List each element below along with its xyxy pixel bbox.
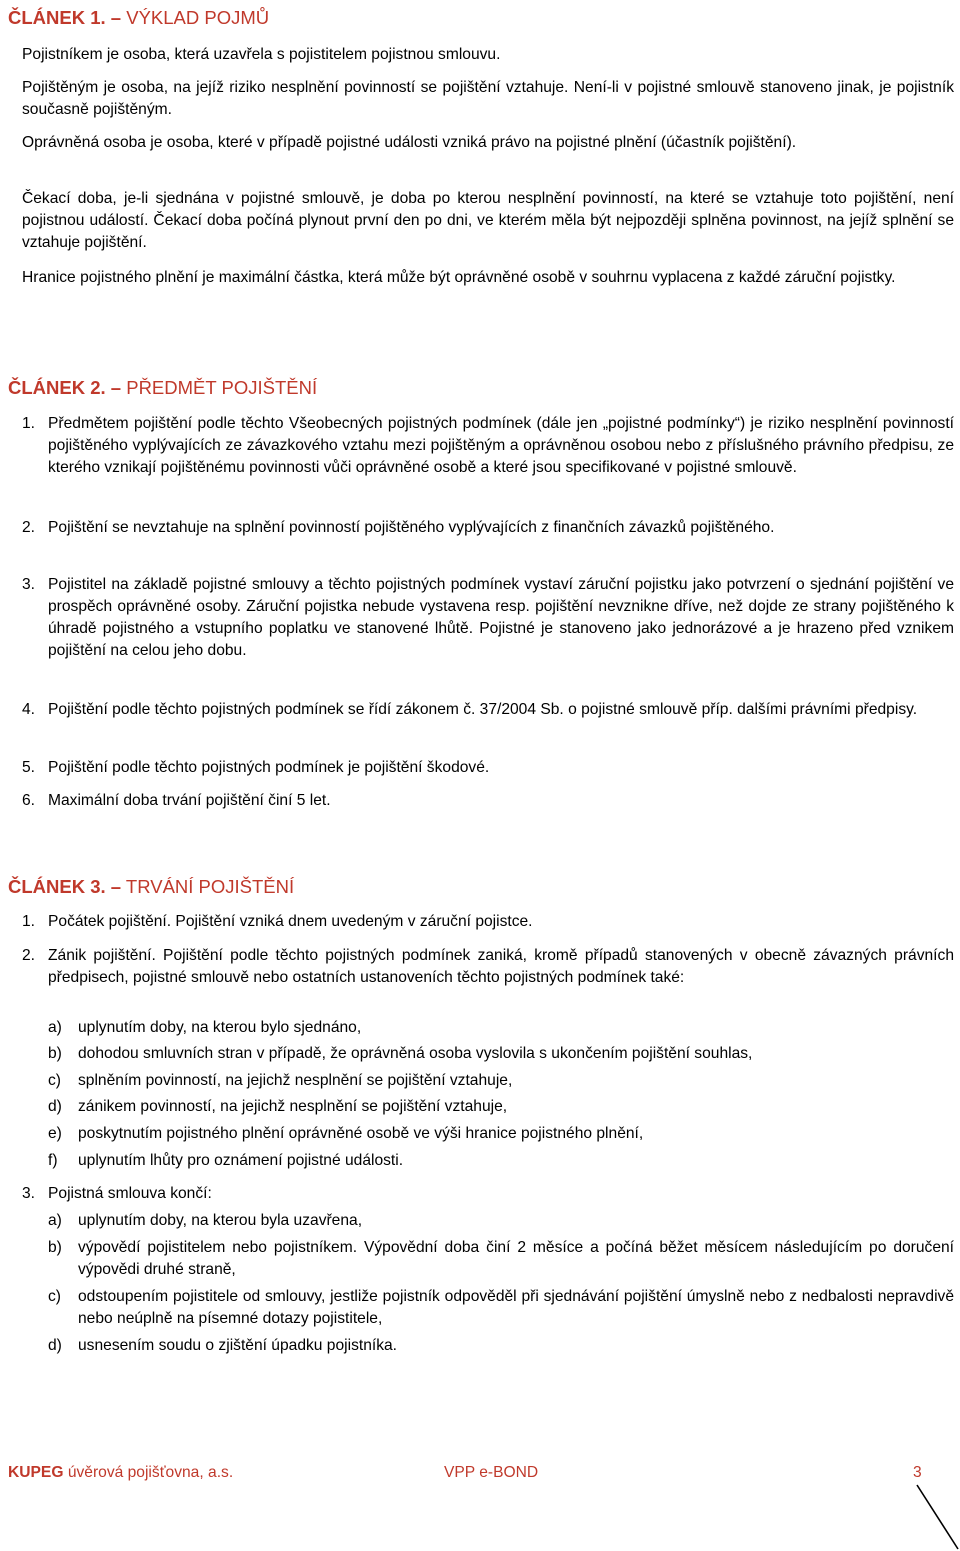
article-number: ČLÁNEK 3. (8, 876, 106, 897)
corner-line-decoration (905, 1483, 960, 1551)
article-title: VÝKLAD POJMŮ (126, 7, 270, 28)
paragraph: Hranice pojistného plnění je maximální částka, která může být oprávněné osobě v souhrnu vyplacena z každé záruční pojistky. (22, 269, 896, 286)
paragraph: Pojistníkem je osoba, která uzavřela s pojistitelem pojistnou smlouvu. (22, 46, 501, 63)
article-number: ČLÁNEK 1. (8, 7, 106, 28)
list-item: 1. Počátek pojištění. Pojištění vzniká dnem uvedeným v záruční pojistce. (22, 913, 533, 930)
article-number: ČLÁNEK 2. (8, 377, 106, 398)
sub-list-item: d) usnesením soudu o zjištění úpadku pojistníka. (48, 1337, 398, 1354)
footer-product: VPP e-BOND (444, 1464, 539, 1481)
footer-company: KUPEG úvěrová pojišťovna, a.s. (8, 1464, 234, 1481)
article-title: PŘEDMĚT POJIŠTĚNÍ (126, 377, 318, 398)
list-item: 6. Maximální doba trvání pojištění činí 5 let. (22, 792, 331, 809)
article-title: TRVÁNÍ POJIŠTĚNÍ (125, 876, 295, 897)
sub-list-item: c) splněním povinností, na jejichž nesplnění se pojištění vztahuje, (48, 1072, 513, 1089)
list-item: 1. Předmětem pojištění podle těchto Všeobecných pojistných podmínek (dále jen „pojistné podmínky“) je riziko nesplnění povinností pojištěného vyplývajících ze závazkového vztahu mezi pojištěným a oprávněnou osobou nebo z příslušného právního předpisu, ze kterého vznikají pojištěnému povinnosti vůči oprávněné osobě a které jsou specifikované v pojistné smlouvě. (22, 415, 954, 476)
list-item: 2. Zánik pojištění. Pojištění podle těchto pojistných podmínek zaniká, kromě případů stanovených v obecně závazných právních předpisech, pojistné smlouvě nebo ostatních ustanoveních těchto pojistných podmínek také: (22, 947, 954, 986)
sub-list-item: f) uplynutím lhůty pro oznámení pojistné události. (48, 1152, 404, 1169)
article-3-heading: ČLÁNEK 3. – TRVÁNÍ POJIŠTĚNÍ (8, 876, 295, 897)
article-1-heading: ČLÁNEK 1. – VÝKLAD POJMŮ (8, 7, 270, 28)
sub-list-item: a) uplynutím doby, na kterou byla uzavřena, (48, 1212, 363, 1229)
sub-list-item: e) poskytnutím pojistného plnění oprávněné osobě ve výši hranice pojistného plnění, (48, 1125, 644, 1142)
sub-list-item: a) uplynutím doby, na kterou bylo sjednáno, (48, 1019, 362, 1036)
page-footer (8, 1462, 938, 1484)
list-item: 3. Pojistná smlouva končí: (22, 1185, 212, 1202)
paragraph: Pojištěným je osoba, na jejíž riziko nesplnění povinností se pojištění vztahuje. Není-li v pojistné smlouvě stanoveno jinak, je pojistník současně pojištěným. (22, 79, 954, 118)
list-item: 4. Pojištění podle těchto pojistných podmínek se řídí zákonem č. 37/2004 Sb. o pojistné smlouvě příp. dalšími právními předpisy. (22, 701, 918, 718)
list-item: 5. Pojištění podle těchto pojistných podmínek je pojištění škodové. (22, 759, 490, 776)
sub-list-item: b) výpovědí pojistitelem nebo pojistníkem. Výpovědní doba činí 2 měsíce a počíná běžet měsícem následujícím po doručení výpovědi druhé straně, (48, 1239, 954, 1278)
page-number: 3 (913, 1464, 922, 1481)
list-item: 2. Pojištění se nevztahuje na splnění povinností pojištěného vyplývajících z finančních závazků pojištěného. (22, 519, 775, 536)
sub-list-item: b) dohodou smluvních stran v případě, že oprávněná osoba vyslovila s ukončením pojištění souhlas, (48, 1045, 753, 1062)
list-item: 3. Pojistitel na základě pojistné smlouvy a těchto pojistných podmínek vystaví záruční pojistku jako potvrzení o sjednání pojištění ve prospěch oprávněné osoby. Záruční pojistka nebude vystavena resp. pojištění nevznikne dříve, než dojde ze strany pojištěného k úhradě pojistného a vstupního poplatku ve stanovené lhůtě. Pojistné je stanoveno jako jednorázové a je hrazeno před vznikem pojištění na celou jeho dobu. (22, 576, 954, 659)
paragraph: Oprávněná osoba je osoba, které v případě pojistné události vzniká právo na pojistné plnění (účastník pojištění). (22, 134, 797, 151)
paragraph: Čekací doba, je-li sjednána v pojistné smlouvě, je doba po kterou nesplnění povinností, na které se vztahuje toto pojištění, není pojistnou událostí. Čekací doba počíná plynout první den po dni, ve kterém měla být nejpozději splněna povinnost, na jejíž splnění se vztahuje pojištění. (22, 190, 954, 251)
article-2-heading: ČLÁNEK 2. – PŘEDMĚT POJIŠTĚNÍ (8, 377, 318, 398)
sub-list-item: c) odstoupením pojistitele od smlouvy, jestliže pojistník odpověděl při sjednávání pojištění úmyslně nebo z nedbalosti nepravdivě nebo neúplně na písemné dotazy pojistitele, (48, 1288, 954, 1327)
sub-list-item: d) zánikem povinností, na jejichž nesplnění se pojištění vztahuje, (48, 1098, 508, 1115)
